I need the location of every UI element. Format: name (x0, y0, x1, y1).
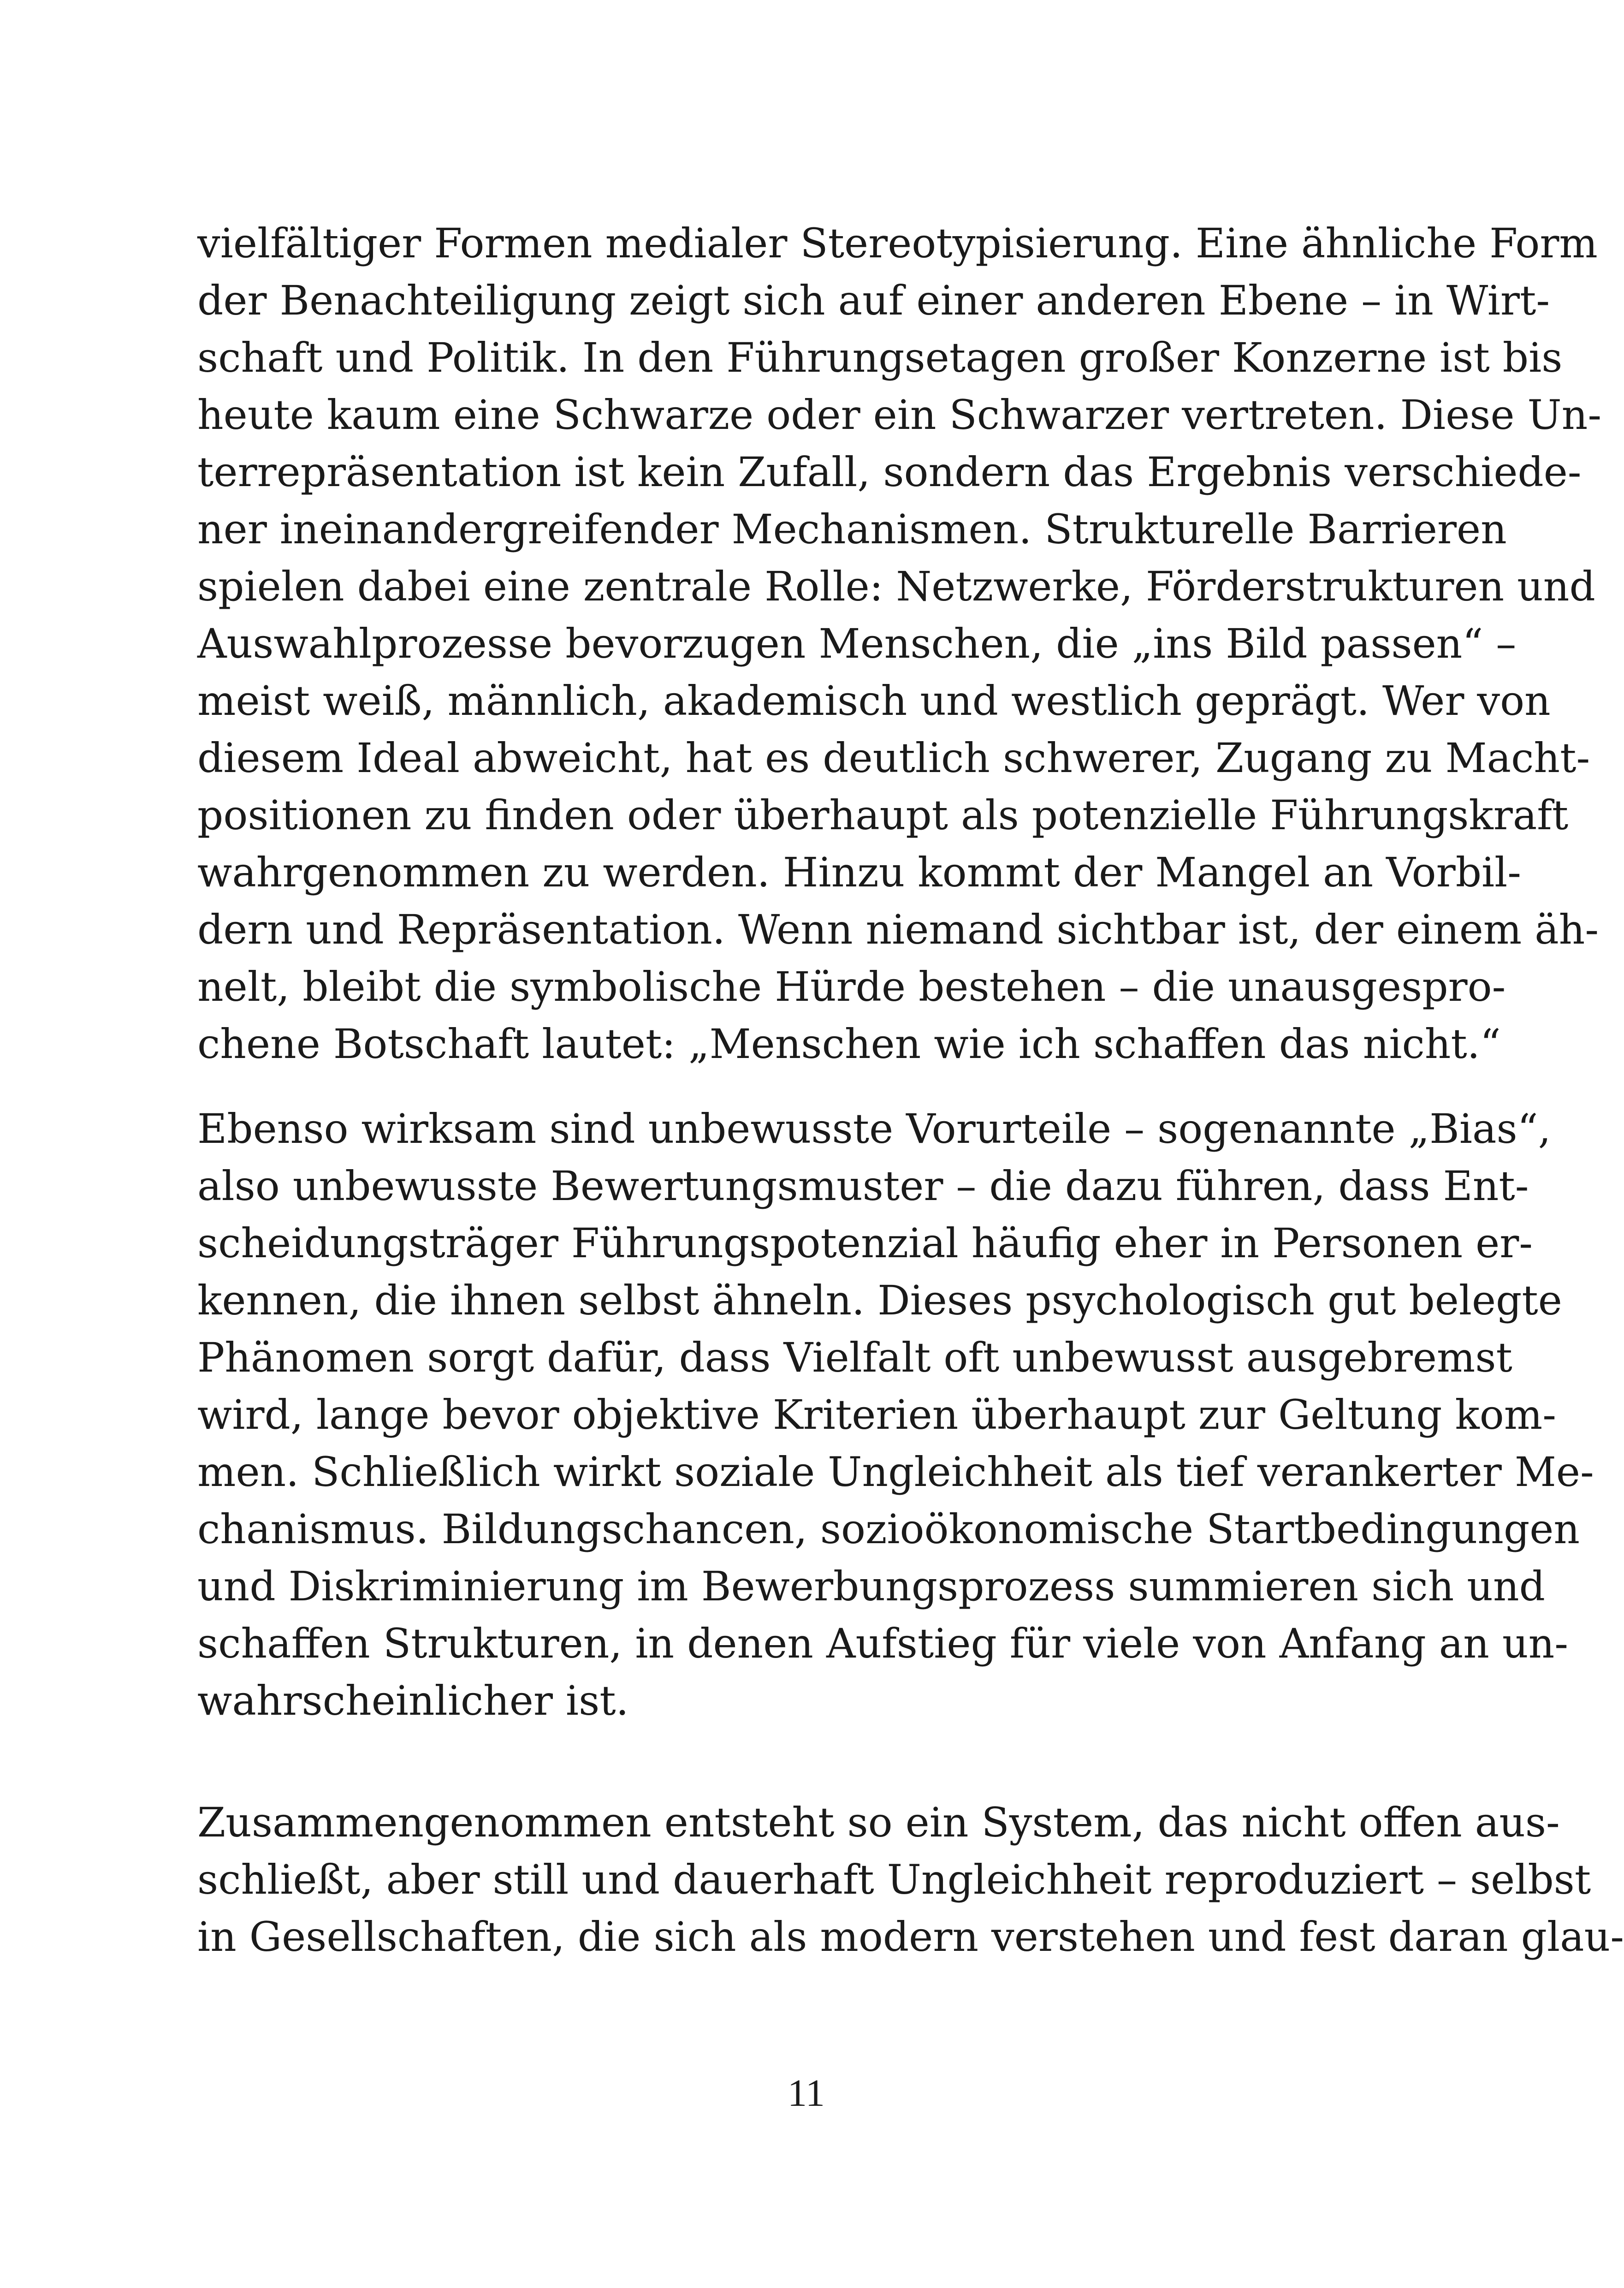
paragraph-1 (197, 215, 1602, 1073)
text-line: also unbewusste Bewertungsmuster – die dazu führen, dass Ent- (197, 1162, 1529, 1210)
text-line: schaffen Strukturen, in denen Aufstieg für viele von Anfang an un- (197, 1620, 1569, 1667)
paragraph-3 (197, 1794, 1624, 1966)
paragraph-2 (197, 1100, 1594, 1729)
text-line: schließt, aber still und dauerhaft Ungleichheit reproduziert – selbst (197, 1856, 1591, 1903)
text-line: Phänomen sorgt dafür, dass Vielfalt oft unbewusst ausgebremst (197, 1334, 1512, 1381)
text-line: men. Schließlich wirkt soziale Ungleichheit als tief verankerter Me- (197, 1448, 1594, 1496)
text-line: chene Botschaft lautet: „Menschen wie ich schaffen das nicht.“ (197, 1020, 1501, 1068)
text-line: heute kaum eine Schwarze oder ein Schwarzer vertreten. Diese Un- (197, 391, 1602, 439)
text-line: schaft und Politik. In den Führungsetagen großer Konzerne ist bis (197, 334, 1563, 381)
text-line: ner ineinandergreifender Mechanismen. Strukturelle Barrieren (197, 505, 1507, 553)
text-line: scheidungsträger Führungspotenzial häufig eher in Personen er- (197, 1219, 1533, 1267)
text-line: diesem Ideal abweicht, hat es deutlich schwerer, Zugang zu Macht- (197, 734, 1590, 782)
text-line: der Benachteiligung zeigt sich auf einer anderen Ebene – in Wirt- (197, 277, 1550, 324)
text-line: chanismus. Bildungschancen, sozioökonomische Startbedingungen (197, 1505, 1580, 1553)
text-line: Auswahlprozesse bevorzugen Menschen, die „ins Bild passen“ – (197, 620, 1517, 667)
text-line: wahrgenommen zu werden. Hinzu kommt der Mangel an Vorbil- (197, 849, 1522, 896)
text-line: meist weiß, männlich, akademisch und westlich geprägt. Wer von (197, 677, 1551, 725)
text-line: wahrscheinlicher ist. (197, 1677, 629, 1724)
text-line: Zusammengenommen entsteht so ein System, das nicht offen aus- (197, 1799, 1560, 1846)
text-line: Ebenso wirksam sind unbewusste Vorurteile – sogenannte „Bias“, (197, 1105, 1551, 1153)
text-line: wird, lange bevor objektive Kriterien überhaupt zur Geltung kom- (197, 1391, 1556, 1438)
text-line: terrepräsentation ist kein Zufall, sondern das Ergebnis verschiede- (197, 448, 1582, 496)
text-line: spielen dabei eine zentrale Rolle: Netzwerke, Förderstrukturen und (197, 563, 1595, 610)
text-line: und Diskriminierung im Bewerbungsprozess summieren sich und (197, 1563, 1545, 1610)
text-line: vielfältiger Formen medialer Stereotypisierung. Eine ähnliche Form (197, 220, 1598, 267)
text-line: kennen, die ihnen selbst ähneln. Dieses psychologisch gut belegte (197, 1277, 1562, 1324)
text-line: positionen zu finden oder überhaupt als potenzielle Führungskraft (197, 791, 1569, 839)
page-number: 11 (788, 2072, 825, 2115)
text-line: dern und Repräsentation. Wenn niemand sichtbar ist, der einem äh- (197, 906, 1599, 953)
text-line: nelt, bleibt die symbolische Hürde bestehen – die unausgespro- (197, 963, 1506, 1010)
text-line: in Gesellschaften, die sich als modern verstehen und fest daran glau- (197, 1913, 1624, 1961)
